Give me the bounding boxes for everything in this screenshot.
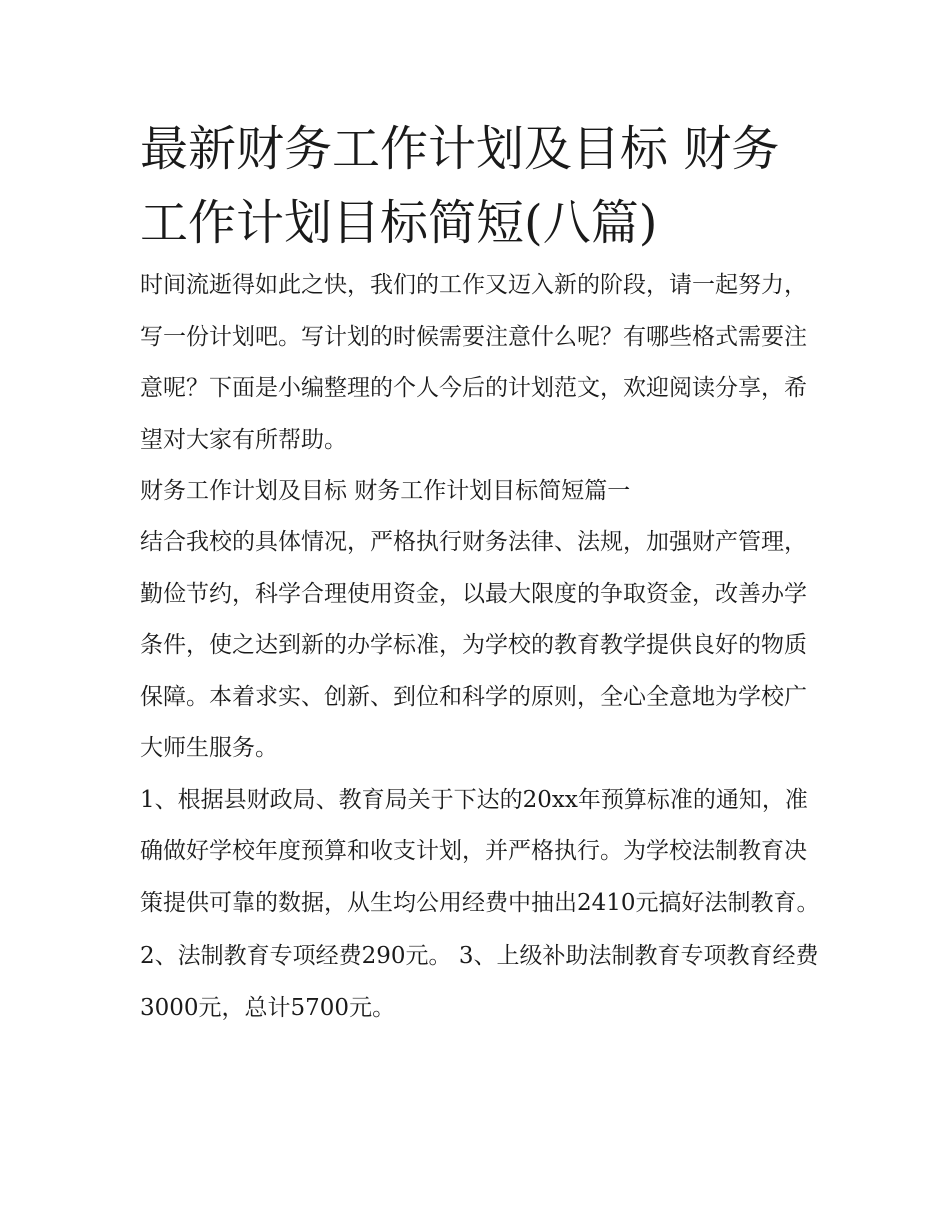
- document-title: 最新财务工作计划及目标 财务工作计划目标简短(八篇): [140, 121, 780, 251]
- list-item: 2、法制教育专项经费290元。 3、上级补助法制教育专项教育经费3000元，总计5700元。: [140, 943, 819, 1021]
- section-heading: 财务工作计划及目标 财务工作计划目标简短篇一: [140, 478, 631, 504]
- body-paragraph: 结合我校的具体情况，严格执行财务法律、法规，加强财产管理，勤俭节约，科学合理使用资金，以最大限度的争取资金，改善办学条件，使之达到新的办学标准，为学校的教育教学提供良好的物质保障。本着求实、创新、到位和科学的原则，全心全意地为学校广大师生服务。: [140, 529, 807, 761]
- document-page: [140, 112, 820, 1034]
- list-item: 1、根据县财政局、教育局关于下达的20xx年预算标准的通知，准确做好学校年度预算和收支计划，并严格执行。为学校法制教育决策提供可靠的数据，从生均公用经费中抽出2410元搞好法制教育。: [140, 786, 820, 916]
- intro-paragraph: 时间流逝得如此之快，我们的工作又迈入新的阶段，请一起努力，写一份计划吧。写计划的时候需要注意什么呢？有哪些格式需要注意呢？下面是小编整理的个人今后的计划范文，欢迎阅读分享，希望对大家有所帮助。: [140, 272, 807, 453]
